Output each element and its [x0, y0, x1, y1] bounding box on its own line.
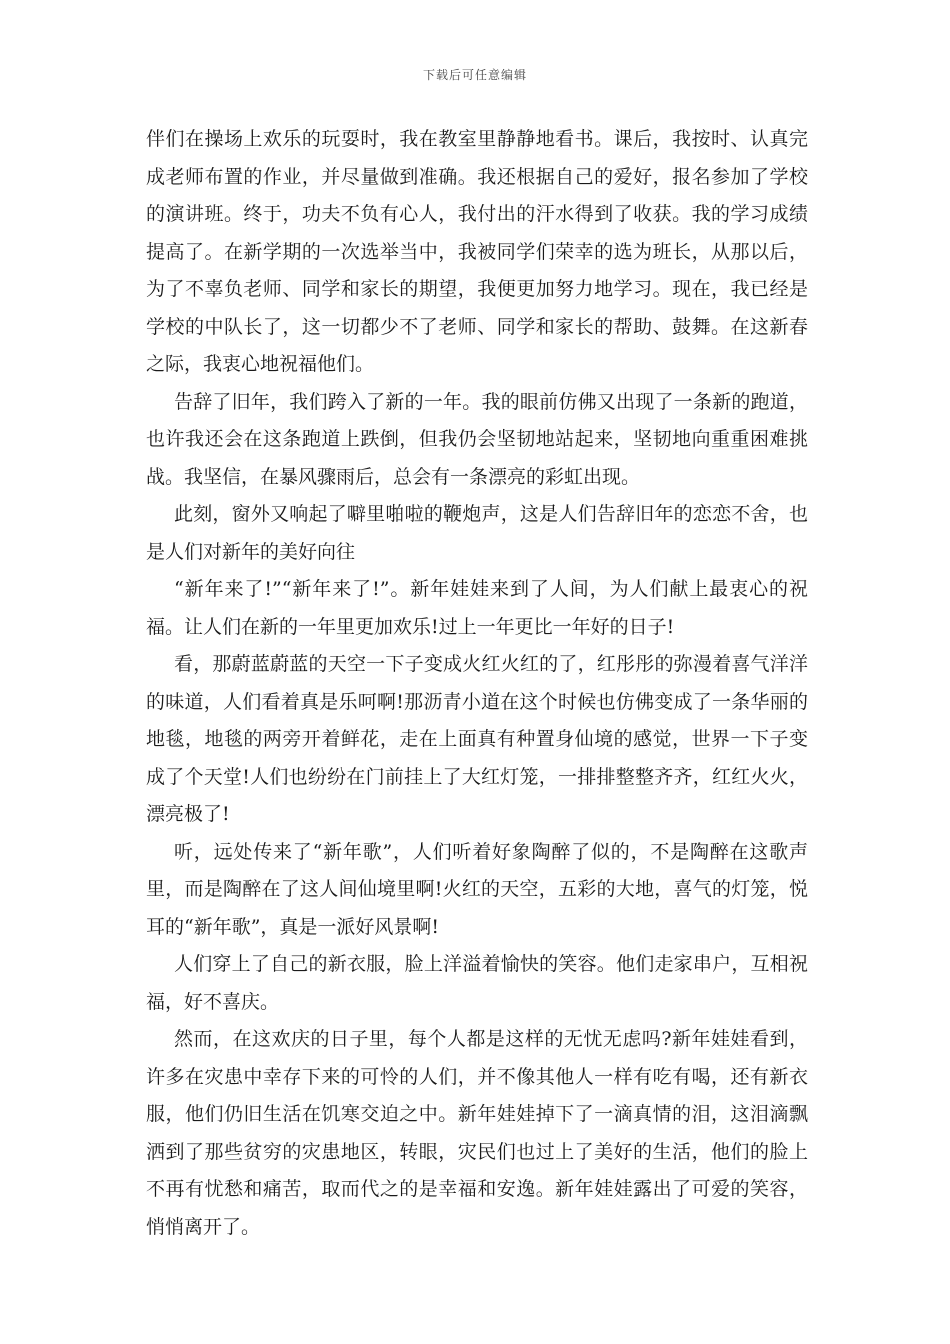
- page-header: 下载后可任意编辑: [422, 68, 527, 82]
- paragraph-6: 听，远处传来了“新年歌”，人们听着好象陶醉了似的，不是陶醉在这歌声里，而是陶醉在了这人间仙境里啊!火红的天空，五彩的大地，喜气的灯笼，悦耳的“新年歌”，真是一派好风景啊!: [146, 840, 808, 938]
- paragraph-2: 告辞了旧年，我们跨入了新的一年。我的眼前仿佛又出现了一条新的跑道，也许我还会在这条跑道上跌倒，但我仍会坚韧地站起来，坚韧地向重重困难挑战。我坚信，在暴风骤雨后，总会有一条漂亮的彩虹出现。: [146, 390, 808, 488]
- paragraph-4: “新年来了!”“新年来了!”。新年娃娃来到了人间，为人们献上最衷心的祝福。让人们在新的一年里更加欢乐!过上一年更比一年好的日子!: [146, 578, 808, 638]
- paragraph-1: 伴们在操场上欢乐的玩耍时，我在教室里静静地看书。课后，我按时、认真完成老师布置的作业，并尽量做到准确。我还根据自己的爱好，报名参加了学校的演讲班。终于，功夫不负有心人，我付出的汗水得到了收获。我的学习成绩提高了。在新学期的一次选举当中，我被同学们荣幸的选为班长，从那以后，为了不辜负老师、同学和家长的期望，我便更加努力地学习。现在，我已经是学校的中队长了，这一切都少不了老师、同学和家长的帮助、鼓舞。在这新春之际，我衷心地祝福他们。: [146, 128, 808, 375]
- paragraph-5: 看，那蔚蓝蔚蓝的天空一下子变成火红火红的了，红彤彤的弥漫着喜气洋洋的味道，人们看着真是乐呵啊!那沥青小道在这个时候也仿佛变成了一条华丽的地毯，地毯的两旁开着鲜花，走在上面真有种置身仙境的感觉，世界一下子变成了个天堂!人们也纷纷在门前挂上了大红灯笼，一排排整整齐齐，红红火火，漂亮极了!: [146, 653, 808, 825]
- paragraph-8: 然而，在这欢庆的日子里，每个人都是这样的无忧无虑吗?新年娃娃看到，许多在灾患中幸存下来的可怜的人们，并不像其他人一样有吃有喝，还有新衣服，他们仍旧生活在饥寒交迫之中。新年娃娃掉下了一滴真情的泪，这泪滴飘洒到了那些贫穷的灾患地区，转眼，灾民们也过上了美好的生活，他们的脸上不再有忧愁和痛苦，取而代之的是幸福和安逸。新年娃娃露出了可爱的笑容，悄悄离开了。: [146, 1028, 808, 1238]
- document-body: [146, 121, 808, 1246]
- paragraph-7: 人们穿上了自己的新衣服，脸上洋溢着愉快的笑容。他们走家串户，互相祝福，好不喜庆。: [146, 953, 808, 1013]
- paragraph-3: 此刻，窗外又响起了噼里啪啦的鞭炮声，这是人们告辞旧年的恋恋不舍，也是人们对新年的美好向往: [146, 503, 808, 563]
